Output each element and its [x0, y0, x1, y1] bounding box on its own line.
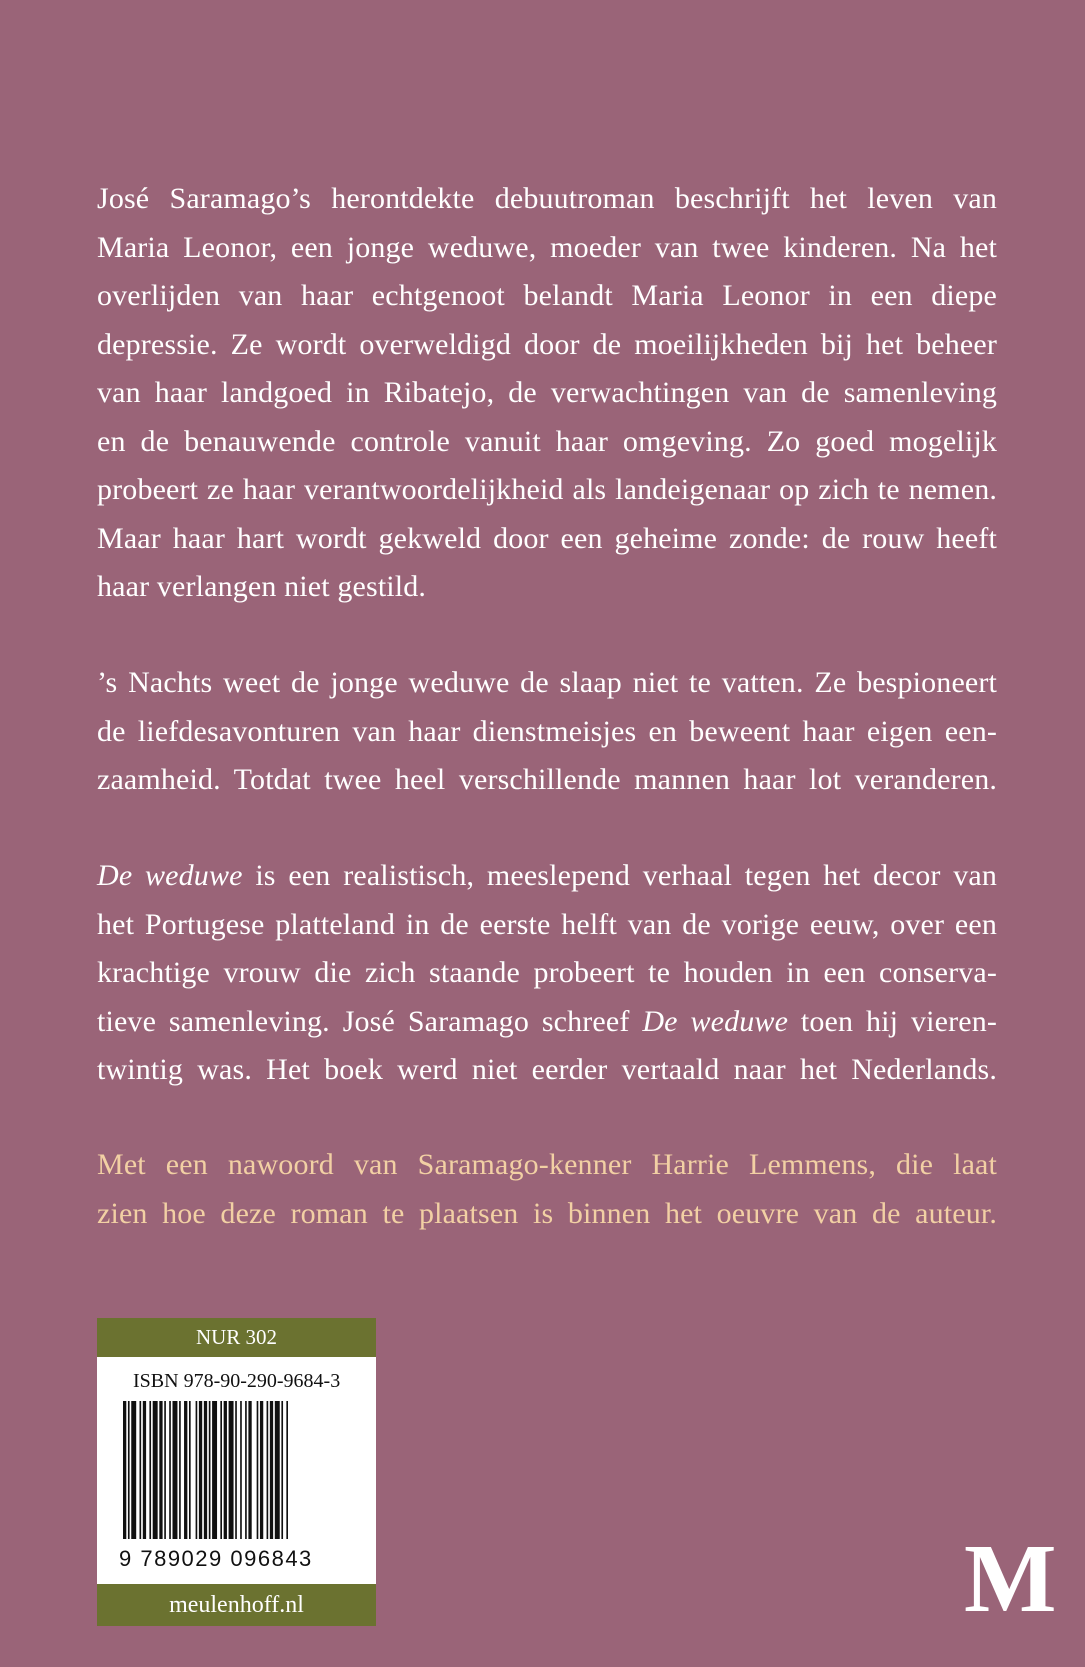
book-title-italic: De weduwe: [97, 859, 243, 892]
text-line: zaamheid. Totdat twee heel verschillende mannen haar lot veranderen.: [97, 763, 997, 796]
publisher-logo: M: [964, 1525, 1057, 1633]
barcode-bar: [159, 1401, 162, 1539]
barcode-bar: [179, 1401, 181, 1539]
barcode-bar: [240, 1401, 242, 1539]
text-line: depressie. Ze wordt overweldigd door de moeilijkheden bij het beheer: [97, 327, 997, 361]
text-fragment: is een realistisch, meeslepend verhaal tegen het decor van: [242, 859, 997, 892]
blurb-paragraph-1: [97, 175, 997, 612]
barcode-bar: [224, 1401, 227, 1539]
book-title-italic: De weduwe: [642, 1004, 789, 1038]
text-line: zien hoe deze roman te plaatsen is binnen het oeuvre van de auteur.: [97, 1196, 997, 1230]
barcode-bar: [286, 1401, 288, 1539]
isbn-number: ISBN 978-90-290-9684-3: [133, 1370, 341, 1392]
barcode-bar: [235, 1401, 237, 1539]
text-line: Maria Leonor, een jonge weduwe, moeder van twee kinderen. Na het: [97, 230, 997, 264]
barcode-bar: [169, 1401, 171, 1539]
barcode-label: [97, 1318, 376, 1626]
barcode-bar: [248, 1401, 251, 1539]
barcode-bar: [140, 1401, 142, 1539]
publisher-website: meulenhoff.nl: [97, 1584, 376, 1626]
barcode-bar: [257, 1401, 259, 1539]
barcode-bar: [199, 1401, 202, 1539]
barcode-bar: [143, 1401, 146, 1539]
barcode-bar: [189, 1401, 191, 1539]
text-line: José Saramago’s herontdekte debuutroman beschrijft het leven van: [97, 182, 997, 215]
barcode-bar: [128, 1401, 130, 1539]
barcode-bar: [275, 1401, 280, 1539]
barcode-bar: [153, 1401, 158, 1539]
barcode-bar: [260, 1401, 263, 1539]
text-line: krachtige vrouw die zich staande probeert te houden in een conserva-: [97, 956, 997, 989]
barcode-bar: [212, 1401, 217, 1539]
barcode-bar: [149, 1401, 151, 1539]
barcode-bar: [184, 1401, 187, 1539]
barcode-bar: [245, 1401, 247, 1539]
text-line: Maar haar hart wordt gekweld door een geheime zonde: de rouw heeft: [97, 521, 997, 555]
text-line: de liefdesavonturen van haar dienstmeisjes en beweent haar eigen een-: [97, 714, 997, 748]
text-line: overlijden van haar echtgenoot belandt Maria Leonor in een diepe: [97, 279, 997, 312]
barcode-bar: [267, 1401, 269, 1539]
text-line: van haar landgoed in Ribatejo, de verwachtingen van de samenleving: [97, 376, 997, 409]
barcode-bars: [123, 1401, 288, 1539]
barcode-bar: [173, 1401, 178, 1539]
barcode-bar: [209, 1401, 211, 1539]
barcode-bar: [281, 1401, 283, 1539]
nur-code: NUR 302: [97, 1318, 376, 1357]
barcode-bar: [131, 1401, 136, 1539]
afterword-note: [97, 1141, 997, 1238]
barcode-digits: 9 789029 096843: [119, 1546, 313, 1571]
text-line: haar verlangen niet gestild.: [97, 570, 427, 603]
barcode-bar: [164, 1401, 166, 1539]
blurb-paragraph-2: [97, 659, 997, 805]
barcode-bar: [196, 1401, 198, 1539]
text-line: het Portugese platteland in de eerste helft van de vorige eeuw, over een: [97, 907, 997, 941]
text-line: [97, 998, 997, 1047]
blurb-paragraph-3: [97, 852, 997, 1095]
text-line: [97, 852, 997, 901]
text-fragment: toen hij vieren-: [788, 1004, 997, 1038]
barcode-bar: [220, 1401, 222, 1539]
text-line: twintig was. Het boek werd niet eerder vertaald naar het Nederlands.: [97, 1053, 997, 1086]
barcode-bar: [204, 1401, 207, 1539]
text-line: en de benauwende controle vanuit haar omgeving. Zo goed mogelijk: [97, 424, 997, 458]
barcode-bar: [123, 1401, 126, 1539]
barcode-graphic: [117, 1401, 357, 1571]
barcode-bar: [270, 1401, 273, 1539]
barcode-bar: [229, 1401, 234, 1539]
text-line: probeert ze haar verantwoordelijkheid als landeigenaar op zich te nemen.: [97, 473, 997, 506]
text-line: Met een nawoord van Saramago-kenner Harrie Lemmens, die laat: [97, 1148, 997, 1181]
text-fragment: tieve samenleving. José Saramago schreef: [97, 1004, 643, 1038]
text-line: ’s Nachts weet de jonge weduwe de slaap niet te vatten. Ze bespioneert: [97, 666, 997, 699]
